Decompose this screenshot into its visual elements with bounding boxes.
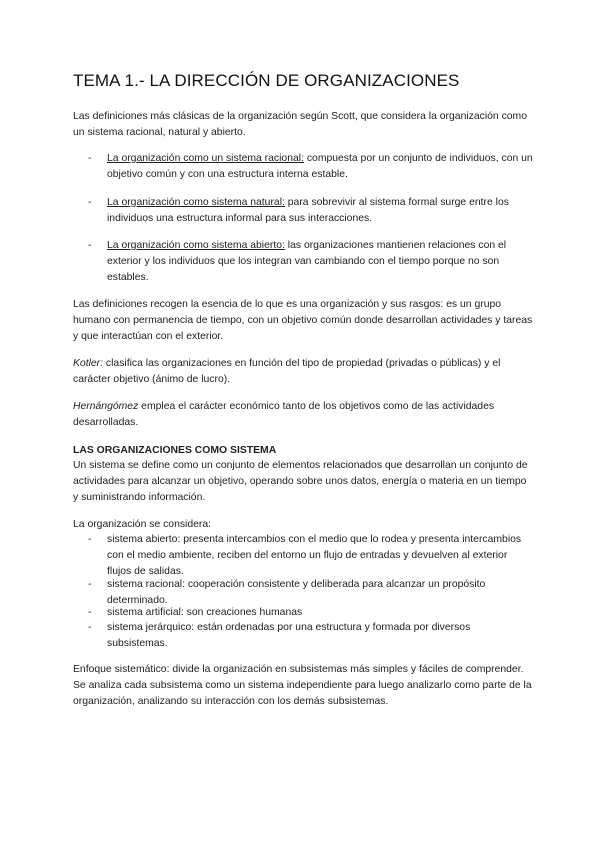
page-title: TEMA 1.- LA DIRECCIÓN DE ORGANIZACIONES [73, 71, 460, 90]
bullet-dash: - [88, 622, 92, 633]
definition-item-natural [88, 195, 533, 227]
definition-item-rational [88, 151, 533, 183]
bullet-dash: - [88, 607, 92, 618]
bullet-dash: - [88, 579, 92, 590]
hernangomez-paragraph [73, 399, 533, 431]
considered-item-text: sistema jerárquico: están ordenadas por una estructura y formada por diversos subsistemas. [107, 622, 471, 649]
definition-item-open [88, 238, 533, 286]
author-text: emplea el carácter económico tanto de los objetivos como de las actividades desarrolladas. [73, 401, 495, 428]
considered-item-artificial [88, 605, 533, 621]
author-text: clasifica las organizaciones en función del tipo de propiedad (privadas o públicas) y el carácter objetivo (ánimo de lucro). [73, 358, 501, 385]
intro-paragraph: Las definiciones más clásicas de la organización según Scott, que considera la organización como un sistema racional, natural y abierto. [73, 111, 527, 138]
considered-item-text: sistema artificial: son creaciones humanas [107, 607, 303, 618]
considered-item-open [88, 532, 533, 580]
considered-item-text: sistema racional: cooperación consistente y deliberada para alcanzar un propósito determinado. [107, 579, 486, 606]
definition-text: para sobrevivir al sistema formal surge entre los individuos una estructura informal para sus interacciones. [107, 197, 509, 224]
summary-paragraph: Las definiciones recogen la esencia de lo que es una organización y sus rasgos: es un grupo humano con permanencia de tiempo, con un objetivo común donde desarrollan actividades y tareas y que interactúan con el exterior. [73, 299, 533, 342]
bullet-dash: - [88, 197, 92, 208]
bullet-dash: - [88, 153, 92, 164]
system-definition-paragraph: Un sistema se define como un conjunto de elementos relacionados que desarrollan un conjunto de actividades para alcanzar un objetivo, operando sobre unos datos, energía o materia en un tiempo y suministrando información. [73, 460, 528, 503]
definition-text: compuesta por un conjunto de individuos, con un objetivo común y con una estructura interna estable. [107, 153, 533, 180]
kotler-paragraph [73, 356, 533, 388]
author-name: Hernángómez [73, 401, 139, 412]
section-heading: LAS ORGANIZACIONES COMO SISTEMA [73, 445, 277, 456]
considered-intro: La organización se considera: [73, 519, 212, 530]
considered-item-text: sistema abierto: presenta intercambios con el medio que lo rodea y presenta intercambios con el medio ambiente, reciben del entorno un flujo de entradas y devuelven al exterior flujos de salidas. [107, 534, 522, 577]
systemic-approach-paragraph: Enfoque sistemático: divide la organización en subsistemas más simples y fáciles de comprender. Se analiza cada subsistema como un sistema independiente para luego analizarlo como parte de la organización, analizando su interacción con los demás subsistemas. [73, 664, 532, 707]
bullet-dash: - [88, 240, 92, 251]
author-name: Kotler: [73, 358, 104, 369]
bullet-dash: - [88, 534, 92, 545]
considered-item-hierarchical [88, 620, 533, 652]
definition-text: las organizaciones mantienen relaciones con el exterior y los individuos que los integran van cambiando con el tiempo porque no son estables. [107, 240, 507, 283]
definition-term: La organización como sistema abierto: [107, 240, 285, 251]
definition-term: La organización como sistema natural: [107, 197, 285, 208]
definition-term: La organización como un sistema racional: [107, 153, 304, 164]
